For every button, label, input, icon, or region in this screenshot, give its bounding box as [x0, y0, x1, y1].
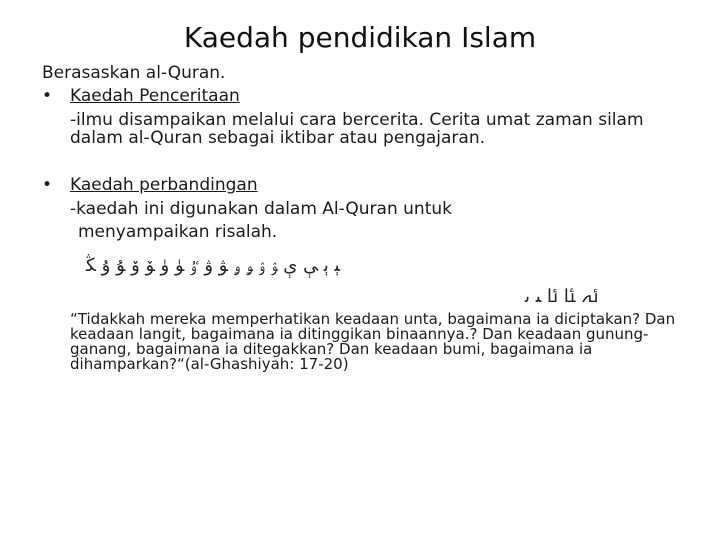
quran-verse-line-2: ﯨ ﯩ ﯪ ﯫ ﯬ	[525, 286, 599, 307]
bullet-kaedah-penceritaan	[42, 85, 240, 107]
translation-line-2: keadaan langit, bagaimana ia ditinggikan binaannya.? Dan keadaan gunung-	[70, 325, 649, 343]
translation-line-3: ganang, bagaimana ia ditegakkan? Dan keadaan bumi, bagaimana ia	[70, 340, 593, 358]
bullet-marker: •	[42, 86, 53, 106]
bullet-kaedah-perbandingan	[42, 174, 258, 196]
verse-translation	[70, 312, 700, 372]
quran-verse-line-1: ﯖ ﯗ ﯘ ﯙ ﯚ ﯛ ﯜ ﯝ ﯞ ﯟ ﯠ ﯡ ﯢ ﯣ ﯤ ﯥ ﯦ ﯧ	[86, 255, 340, 276]
intro-text: Berasaskan al-Quran.	[42, 63, 226, 83]
section1-label: Kaedah Penceritaan	[70, 86, 240, 106]
bullet-marker: •	[42, 175, 53, 195]
slide-title: Kaedah pendidikan Islam	[183, 21, 537, 54]
translation-line-4: dihamparkan?“(al-Ghashiyah: 17-20)	[70, 355, 349, 373]
translation-line-1: “Tidakkah mereka memperhatikan keadaan unta, bagaimana ia diciptakan? Dan	[70, 310, 676, 328]
section1-line-1: -ilmu disampaikan melalui cara bercerita. Cerita umat zaman silam	[70, 110, 644, 130]
section2-line-1: -kaedah ini digunakan dalam Al-Quran untuk	[70, 199, 452, 219]
section2-line-2: menyampaikan risalah.	[78, 222, 278, 242]
section2-label: Kaedah perbandingan	[70, 175, 258, 195]
section1-line-2: dalam al-Quran sebagai iktibar atau pengajaran.	[70, 128, 486, 148]
